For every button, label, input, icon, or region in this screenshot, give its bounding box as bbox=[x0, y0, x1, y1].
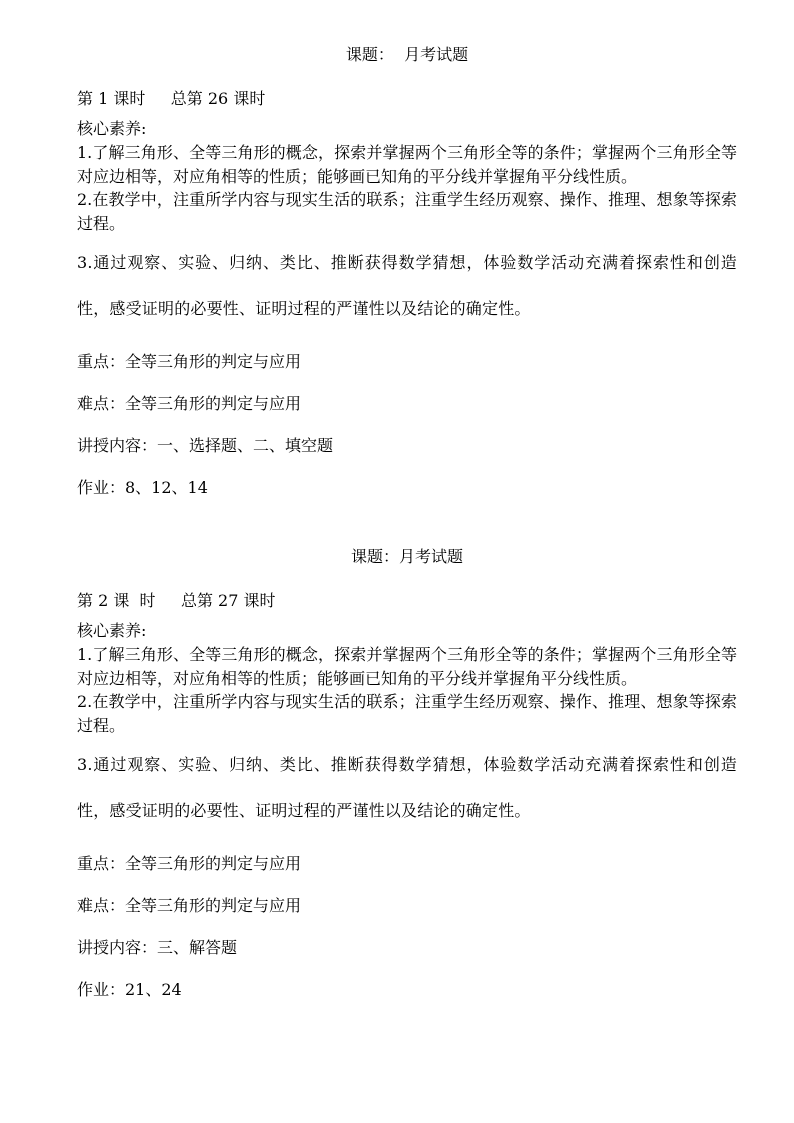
core-literacy-block bbox=[77, 619, 737, 738]
core-literacy-item-2: 2.在教学中，注重所学内容与现实生活的联系；注重学生经历观察、操作、推理、想象等探索过程。 bbox=[77, 692, 737, 736]
lesson-period: 第 1 课时 总第 26 课时 bbox=[77, 89, 266, 108]
teaching-content: 讲授内容：一、选择题、二、填空题 bbox=[77, 435, 334, 455]
core-literacy-item-3: 3.通过观察、实验、归纳、类比、推断获得数学猜想，体验数学活动充满着探索性和创造性，感受证明的必要性、证明过程的严谨性以及结论的确定性。 bbox=[77, 754, 737, 820]
core-literacy-item-1: 1.了解三角形、全等三角形的概念，探索并掌握两个三角形全等的条件；掌握两个三角形全等对应边相等，对应角相等的性质；能够画已知角的平分线并掌握角平分线性质。 bbox=[77, 142, 737, 186]
lesson-title: 课题： 月考试题 bbox=[345, 45, 469, 64]
lesson-period: 第 2 课 时 总第 27 课时 bbox=[77, 591, 276, 610]
core-literacy-item-1: 1.了解三角形、全等三角形的概念，探索并掌握两个三角形全等的条件；掌握两个三角形全等对应边相等，对应角相等的性质；能够画已知角的平分线并掌握角平分线性质。 bbox=[77, 644, 737, 688]
core-literacy-item-3: 3.通过观察、实验、归纳、类比、推断获得数学猜想，体验数学活动充满着探索性和创造性，感受证明的必要性、证明过程的严谨性以及结论的确定性。 bbox=[77, 252, 737, 318]
lesson-title: 课题：月考试题 bbox=[350, 547, 463, 566]
core-literacy-label: 核心素养: bbox=[77, 119, 147, 138]
difficult-point: 难点：全等三角形的判定与应用 bbox=[77, 895, 302, 915]
core-literacy-label: 核心素养: bbox=[77, 621, 147, 640]
key-point: 重点：全等三角形的判定与应用 bbox=[77, 351, 302, 371]
key-point: 重点：全等三角形的判定与应用 bbox=[77, 853, 302, 873]
teaching-content: 讲授内容：三、解答题 bbox=[77, 937, 238, 957]
core-literacy-block bbox=[77, 117, 737, 236]
homework: 作业：8、12、14 bbox=[77, 477, 208, 497]
core-literacy-item-2: 2.在教学中，注重所学内容与现实生活的联系；注重学生经历观察、操作、推理、想象等探索过程。 bbox=[77, 190, 737, 234]
homework: 作业：21、24 bbox=[77, 979, 182, 999]
difficult-point: 难点：全等三角形的判定与应用 bbox=[77, 393, 302, 413]
lesson-plan-2 bbox=[77, 546, 737, 1001]
lesson-plan-1 bbox=[77, 44, 737, 499]
